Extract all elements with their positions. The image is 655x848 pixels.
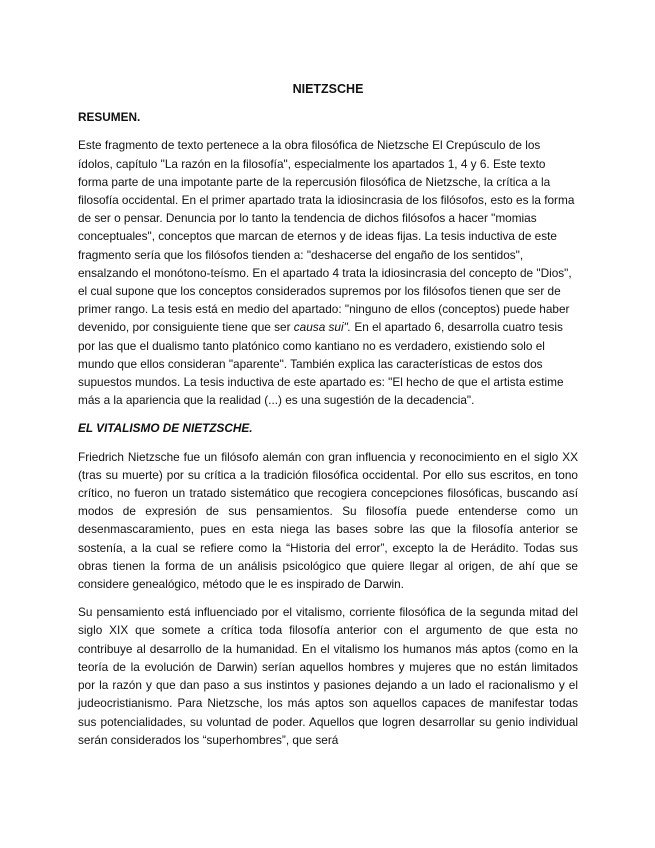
summary-text-start: Este fragmento de texto pertenece a la obra filosófica de Nietzsche El Crepúsculo de los ídolos, capítulo "La razón en la filosofía", especialmente los apartados 1, 4 y 6. Este texto forma parte de una impotante parte de la repercusión filosófica de Nietzsche, la crítica a la filosofía occidental. En el primer apartado trata la idiosincrasia de los filósofos, esto es la forma de ser o pensar. Denuncia por lo tanto la tendencia de dichos filósofos a hacer "momias conceptuales", conceptos que marcan de eternos y de ideas fijas. La tesis inductiva de este fragmento sería que los filósofos tienden a: "deshacerse del engaño de los sentidos", ensalzando el monótono-teísmo. En el apartado 4 trata la idiosincrasia del concepto de "Dios", el cual supone que los conceptos considerados supremos por los filósofos tienen que ser de primer rango. La tesis está en medio del apartado: "ninguno de ellos (conceptos) puede haber devenido, por consiguiente tiene que ser — [78, 138, 575, 335]
summary-emphasis: causa sui". — [293, 320, 352, 335]
document-title: NIETZSCHE — [292, 82, 364, 96]
body-paragraph-2: Su pensamiento está influenciado por el vitalismo, corriente filosófica de la segunda mitad del siglo XIX que somete a crítica toda filosofía anterior con el argumento de que esta no contribuye al desarrollo de la humanidad. En el vitalismo los humanos más aptos (como en la teoría de la evolución de Darwin) serían aquellos hombres y mujeres que no están limitados por la razón y que dan paso a sus instintos y pasiones dejando a un lado el racionalismo y el judeocristianismo. Para Nietzsche, los más aptos son aquellos capaces de manifestar todas sus potencialidades, su voluntad de poder. Aquellos que logren desarrollar su genio individual serán considerados los “superhombres”, que será — [78, 605, 578, 747]
body-paragraph-1: Friedrich Nietzsche fue un filósofo alemán con gran influencia y reconocimiento en el siglo XX (tras su muerte) por su crítica a la tradición filosófica occidental. Por ello sus escritos, en tono crítico, no fueron un tratado sistemático que recogiera concepciones filosóficas, buscando así modos de expresión de sus pensamientos. Su filosofía puede entenderse como un desenmascaramiento, pues en esta niega las bases sobre las que la filosofía anterior se sostenía, a la cual se refiere como la “Historia del error”, excepto la de Herádito. Todas sus obras tienen la forma de un análisis psicológico que quiere llegar al origen, de ahí que se considere genealógico, método que le es inspirado de Darwin. — [78, 449, 578, 592]
section-heading-resumen: RESUMEN. — [78, 110, 141, 125]
document-page — [78, 80, 578, 759]
section-heading-vitalismo: EL VITALISMO DE NIETZSCHE. — [78, 421, 253, 436]
summary-text-end: En el apartado 6, desarrolla cuatro tesis por las que el dualismo tanto platónico como kantiano no es verdadero, existiendo solo el mundo que ellos consideran "aparente". También explica las características de estos dos supuestos mundos. La tesis inductiva de este apartado es: "El hecho de que el artista estime más a la apariencia que la realidad (...) es una sugestión de la decadencia". — [78, 320, 564, 408]
summary-paragraph — [78, 136, 578, 409]
